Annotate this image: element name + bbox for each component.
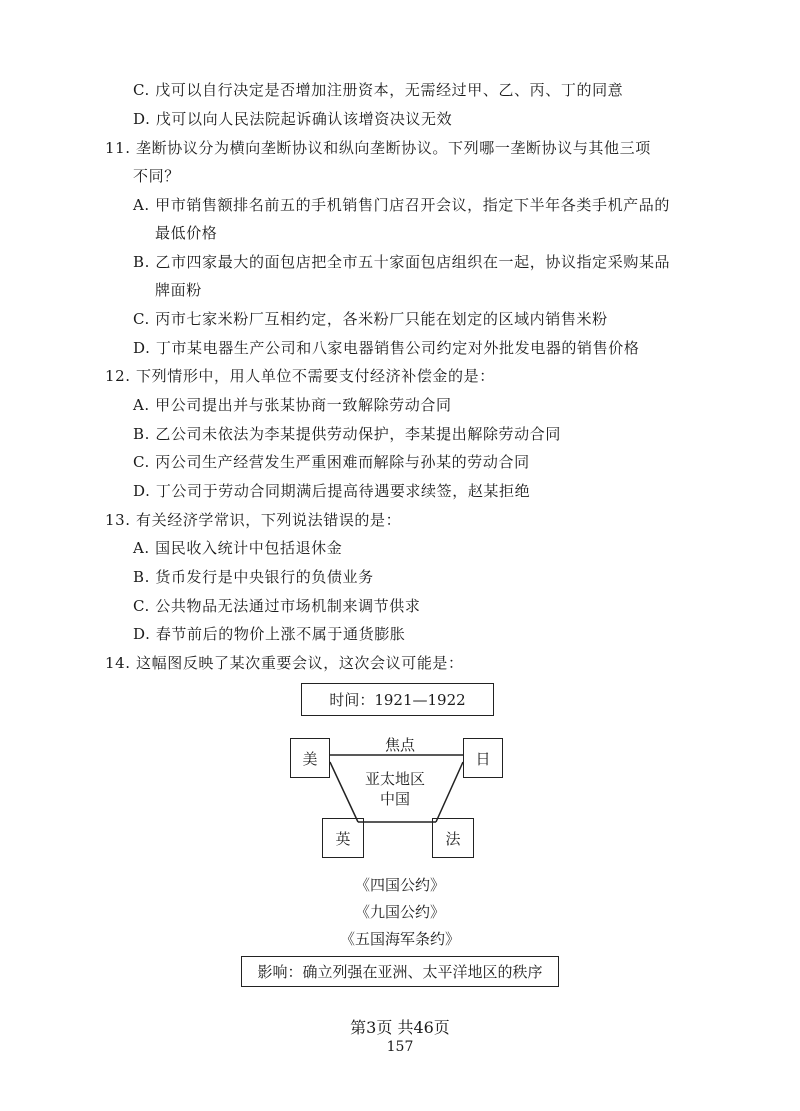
q13-option-a: A. 国民收入统计中包括退休金 <box>133 539 343 557</box>
q13-option-c: C. 公共物品无法通过市场机制来调节供求 <box>133 597 421 615</box>
focus-label: 焦点 <box>384 736 415 754</box>
q14-stem: 14. 这幅图反映了某次重要会议，这次会议可能是： <box>105 654 464 672</box>
country-jp-label: 日 <box>475 749 491 768</box>
treaty-five-power-naval: 《五国海军条约》 <box>339 930 460 948</box>
q12-option-c: C. 丙公司生产经营发生严重困难而解除与孙某的劳动合同 <box>133 453 530 471</box>
q11-option-b-line2: 牌面粉 <box>155 281 202 299</box>
country-box-jp <box>463 738 503 778</box>
impact-text: 影响：确立列强在亚洲、太平洋地区的秩序 <box>257 963 543 981</box>
country-box-fr <box>432 818 474 858</box>
treaty-four-power: 《四国公约》 <box>354 876 445 894</box>
country-us-label: 美 <box>302 749 318 768</box>
q11-stem-line1: 11. 垄断协议分为横向垄断协议和纵向垄断协议。下列哪一垄断协议与其他三项 <box>105 139 651 157</box>
q12-option-a: A. 甲公司提出并与张某协商一致解除劳动合同 <box>133 396 452 414</box>
right-edge <box>436 762 463 822</box>
impact-box <box>241 956 559 987</box>
country-fr-label: 法 <box>445 829 461 848</box>
q11-option-c: C. 丙市七家米粉厂互相约定，各米粉厂只能在划定的区域内销售米粉 <box>133 310 608 328</box>
q11-stem-line2: 不同？ <box>133 167 180 185</box>
center-region-label: 亚太地区 <box>364 770 425 788</box>
q11-option-a-line1: A. 甲市销售额排名前五的手机销售门店召开会议，指定下半年各类手机产品的 <box>133 196 670 214</box>
center-country-label: 中国 <box>379 790 410 808</box>
q12-stem: 12. 下列情形中，用人单位不需要支付经济补偿金的是： <box>105 367 495 385</box>
page-number: 157 <box>386 1039 414 1055</box>
q13-stem: 13. 有关经济学常识，下列说法错误的是： <box>105 511 402 529</box>
country-box-uk <box>322 818 364 858</box>
time-text: 时间：1921—1922 <box>329 691 466 709</box>
q10-option-c: C. 戊可以自行决定是否增加注册资本，无需经过甲、乙、丙、丁的同意 <box>133 81 624 99</box>
q13-option-b: B. 货币发行是中央银行的负债业务 <box>133 568 374 586</box>
country-box-us <box>290 738 330 778</box>
page-info: 第3页 共46页 <box>350 1018 450 1037</box>
q11-option-a-line2: 最低价格 <box>155 224 218 242</box>
q13-option-d: D. 春节前后的物价上涨不属于通货膨胀 <box>133 625 406 643</box>
q11-option-d: D. 丁市某电器生产公司和八家电器销售公司约定对外批发电器的销售价格 <box>133 339 640 357</box>
country-uk-label: 英 <box>335 829 351 848</box>
q12-option-b: B. 乙公司未依法为李某提供劳动保护，李某提出解除劳动合同 <box>133 425 561 443</box>
q12-option-d: D. 丁公司于劳动合同期满后提高待遇要求续签，赵某拒绝 <box>133 482 531 500</box>
treaty-nine-power: 《九国公约》 <box>354 903 445 921</box>
q10-option-d: D. 戊可以向人民法院起诉确认该增资决议无效 <box>133 110 453 128</box>
q11-option-b-line1: B. 乙市四家最大的面包店把全市五十家面包店组织在一起，协议指定采购某品 <box>133 253 671 271</box>
